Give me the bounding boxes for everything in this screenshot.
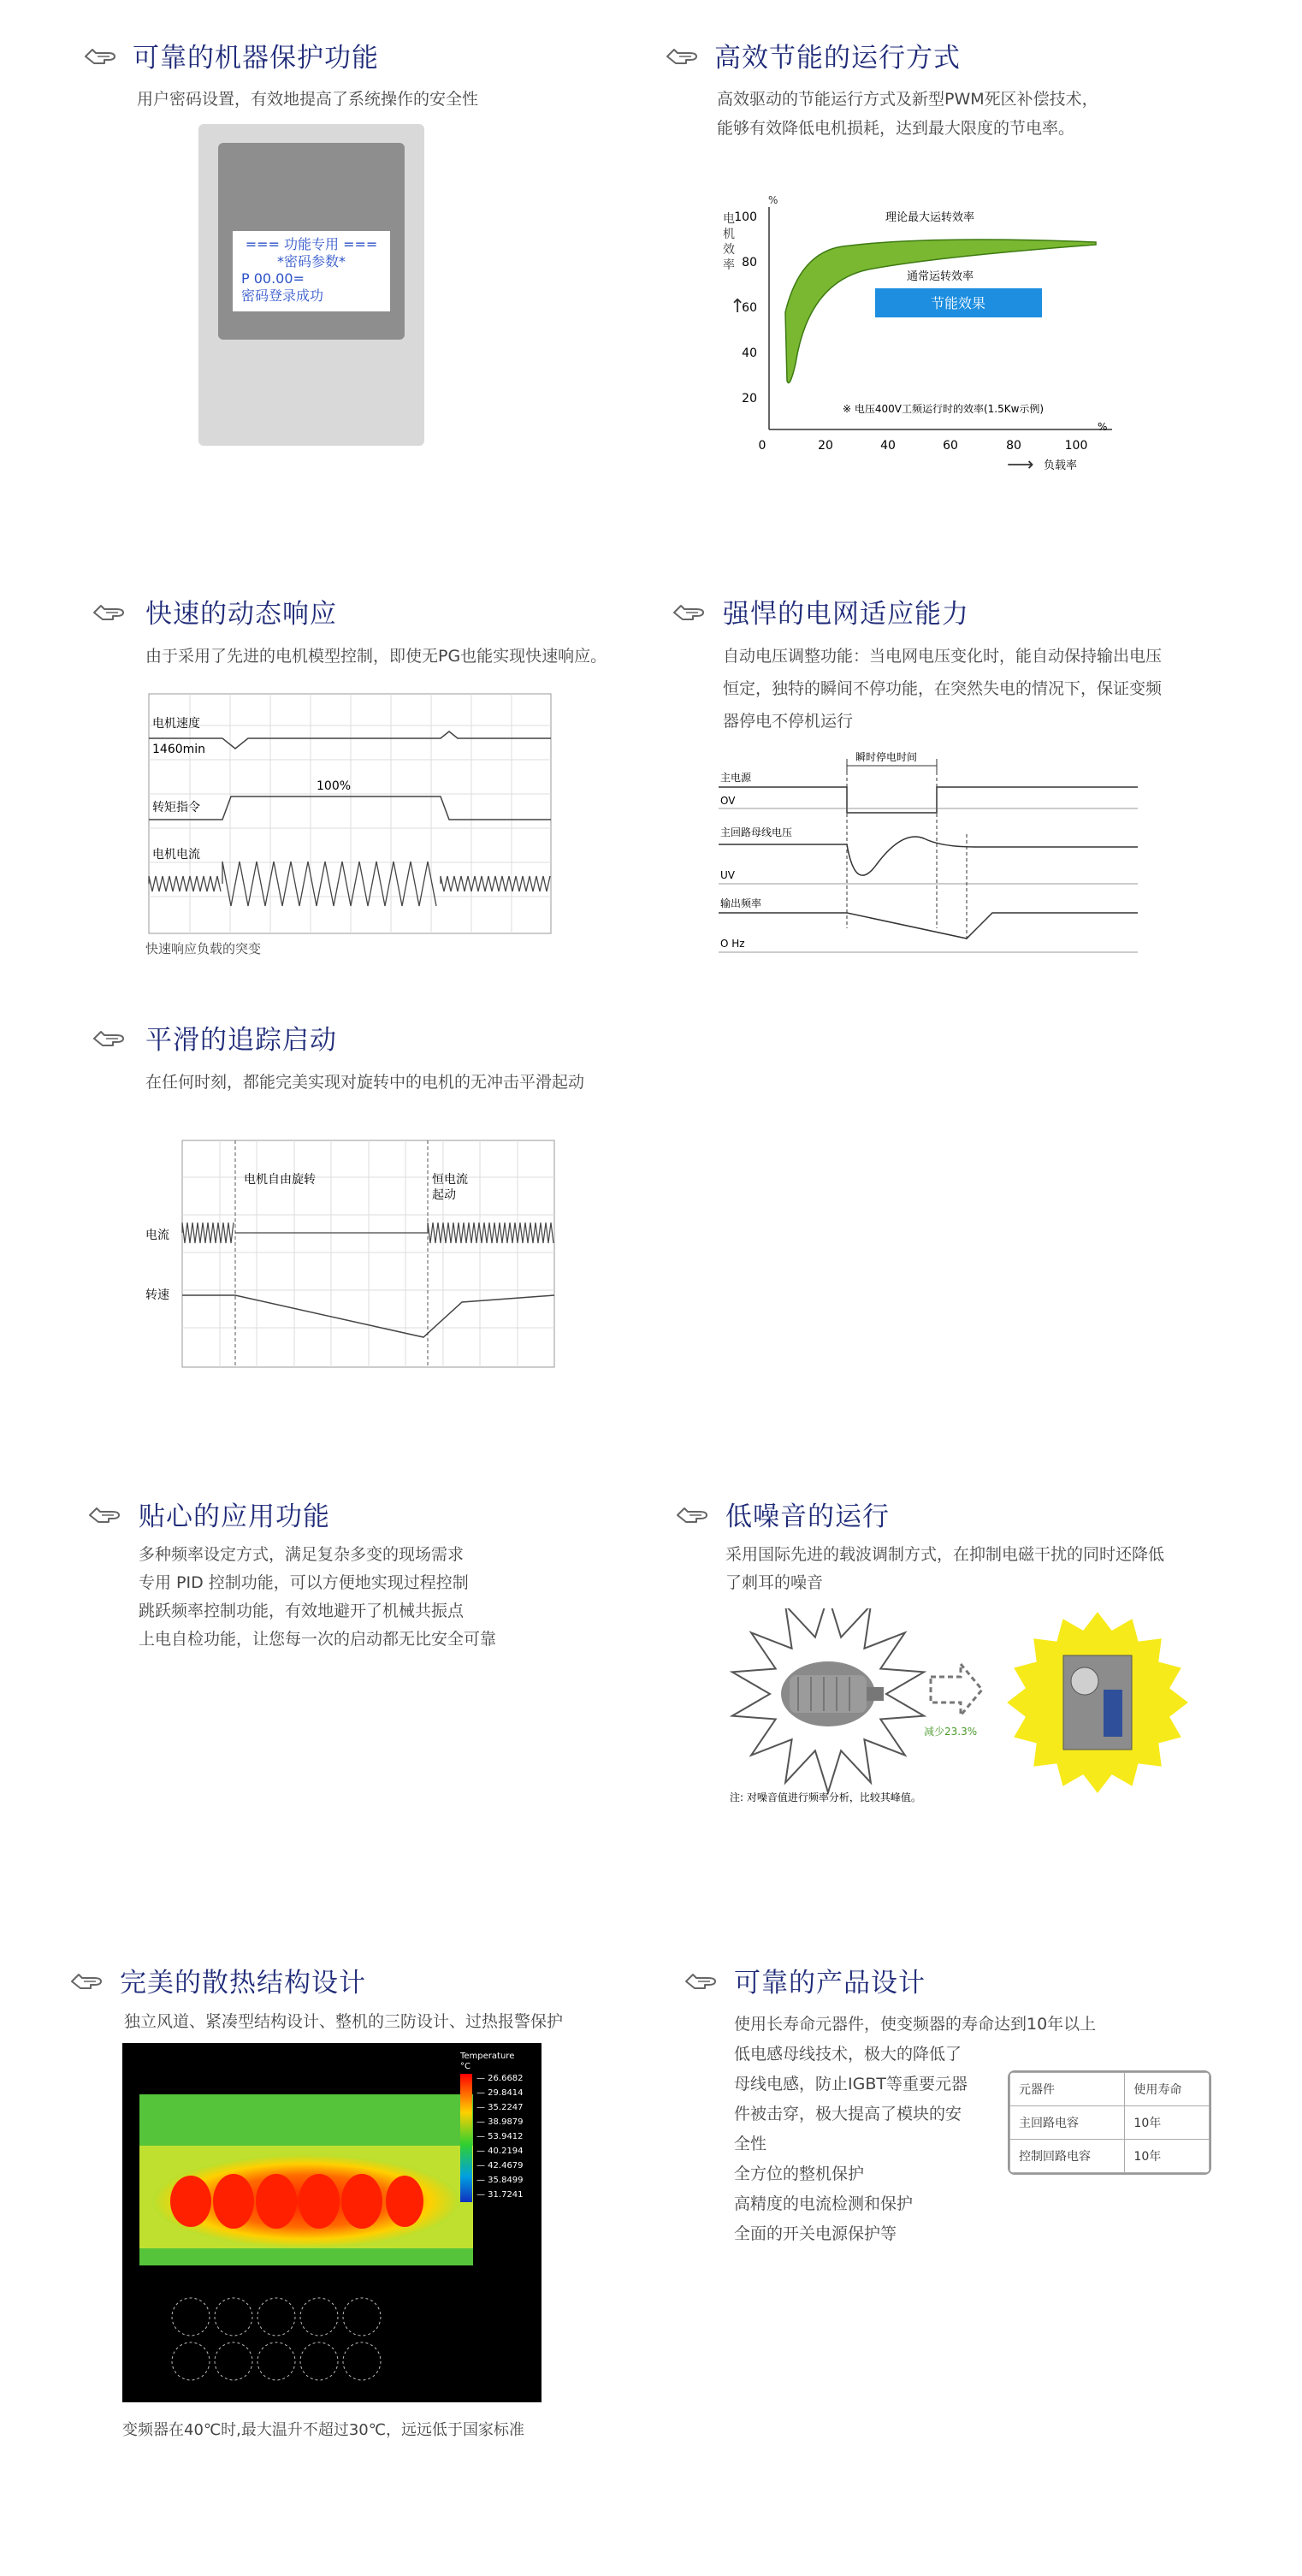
section-desc-line: 能够有效降低电机损耗，达到最大限度的节电率。 xyxy=(717,119,1075,138)
x-tick: 80 xyxy=(1006,439,1021,453)
lcd-line: P 00.00= xyxy=(241,270,305,287)
legend-value: — 31.7241 xyxy=(476,2190,524,2200)
section-desc-line: 自动电压调整功能：当电网电压变化时，能自动保持输出电压 xyxy=(723,647,1163,666)
lcd-line: *密码参数* xyxy=(276,253,346,269)
legend-values xyxy=(476,2074,524,2200)
outage-label: 瞬时停电时间 xyxy=(855,751,918,763)
section-desc: 用户密码设置，有效地提高了系统操作的安全性 xyxy=(137,90,479,109)
rpm-label: 1460min xyxy=(152,743,206,756)
legend-value: — 40.2194 xyxy=(476,2147,524,2156)
x-tick: 40 xyxy=(880,439,896,453)
feature-line: 件被击穿，极大提高了模块的安 xyxy=(734,2105,962,2123)
speed-label: 转速 xyxy=(145,1288,169,1302)
feature-line: 跳跃频率控制功能，有效地避开了机械共振点 xyxy=(139,1602,465,1620)
chart-note: ※ 电压400V工频运行时的效率(1.5Kw示例) xyxy=(843,403,1045,415)
table-cell: 主回路电容 xyxy=(1010,2106,1125,2140)
main-power-label: 主电源 xyxy=(720,772,752,784)
y-tick: 40 xyxy=(742,346,757,360)
noise-comparison-figure xyxy=(725,1608,1204,1814)
pointing-hand-icon xyxy=(672,601,707,623)
lcd-line: 密码登录成功 xyxy=(241,287,324,304)
legend-value: — 35.2247 xyxy=(476,2103,524,2112)
legend-title: Temperature xyxy=(460,2052,515,2061)
temperature-scale xyxy=(460,2074,472,2202)
legend-value: — 38.9879 xyxy=(476,2117,524,2127)
x-tick: 60 xyxy=(943,439,958,453)
thermal-image xyxy=(122,2043,542,2402)
curve-bottom-label: 通常运转效率 xyxy=(907,270,974,283)
section-desc-line: 恒定，独特的瞬间不停功能，在突然失电的情况下，保证变频 xyxy=(723,679,1163,698)
start-label-2: 起动 xyxy=(432,1188,456,1202)
table-row xyxy=(1010,2106,1210,2140)
feature-line: 上电自检功能，让您每一次的启动都无比安全可靠 xyxy=(139,1630,497,1649)
bus-voltage-label: 主回路母线电压 xyxy=(720,826,793,838)
efficiency-chart xyxy=(714,188,1125,483)
pointing-hand-icon xyxy=(88,1503,122,1525)
feature-line: 低电感母线技术，极大的降低了 xyxy=(734,2045,962,2064)
table-row xyxy=(1010,2140,1210,2173)
x-tick: 0 xyxy=(758,439,766,453)
feature-line: 全性 xyxy=(734,2135,767,2153)
uv-label: UV xyxy=(720,869,735,881)
output-freq-label: 输出频率 xyxy=(720,897,762,909)
speed-label: 电机速度 xyxy=(152,717,200,731)
section-title: 平滑的追踪启动 xyxy=(145,1025,337,1056)
section-title: 快速的动态响应 xyxy=(145,599,337,630)
arrow-right-icon xyxy=(931,1664,982,1715)
torque-pct-label: 100% xyxy=(317,779,352,793)
section-desc-line: 了刺耳的噪音 xyxy=(725,1573,824,1592)
feature-line: 全方位的整机保护 xyxy=(734,2164,865,2183)
figure-caption: 变频器在40℃时,最大温升不超过30℃，远远低于国家标准 xyxy=(122,2421,524,2439)
x-tick: 20 xyxy=(818,439,833,453)
up-arrow-icon: ↑ xyxy=(730,296,746,317)
pointing-hand-icon xyxy=(92,601,127,623)
x-unit: % xyxy=(1098,421,1108,433)
pointing-hand-icon xyxy=(676,1503,710,1525)
curve-top-label: 理论最大运转效率 xyxy=(885,211,975,224)
y-tick: 100 xyxy=(734,210,757,224)
pointing-hand-icon xyxy=(70,1969,104,1992)
legend-value: — 42.4679 xyxy=(476,2161,524,2170)
section-desc-line: 高效驱动的节能运行方式及新型PWM死区补偿技术， xyxy=(717,90,1098,109)
x-axis-label: 负载率 xyxy=(1044,459,1078,472)
feature-line: 专用 PID 控制功能，可以方便地实现过程控制 xyxy=(139,1573,469,1592)
figure-caption: 快速响应负载的突变 xyxy=(145,941,262,956)
pointing-hand-icon xyxy=(84,44,118,67)
lcd-line: === 功能专用 === xyxy=(245,236,378,252)
table-header: 元器件 xyxy=(1010,2073,1125,2106)
section-desc: 独立风道、紧凑型结构设计、整机的三防设计、过热报警保护 xyxy=(124,2012,564,2031)
section-title: 高效节能的运行方式 xyxy=(714,43,961,74)
pointing-hand-icon xyxy=(684,1969,719,1992)
y-tick: 80 xyxy=(742,256,757,269)
table-row xyxy=(1010,2073,1210,2106)
feature-line: 母线电感，防止IGBT等重要元器 xyxy=(734,2075,968,2093)
y-tick: 20 xyxy=(742,392,757,406)
reduction-label: 减少23.3% xyxy=(924,1726,978,1738)
lcd-display xyxy=(233,231,390,311)
noise-note: 注: 对噪音值进行频率分析，比较其峰值。 xyxy=(730,1791,921,1803)
section-desc-line: 采用国际先进的载波调制方式，在抑制电磁干扰的同时还降低 xyxy=(725,1545,1165,1564)
tracking-start-waveform xyxy=(141,1136,560,1376)
x-tick: 100 xyxy=(1064,439,1088,453)
lifespan-table xyxy=(1008,2070,1211,2175)
feature-line: 高精度的电流检测和保护 xyxy=(734,2194,914,2213)
table-cell: 10年 xyxy=(1125,2140,1210,2173)
current-label: 电流 xyxy=(145,1229,169,1242)
section-title: 可靠的产品设计 xyxy=(734,1968,926,1999)
y-unit: % xyxy=(768,194,778,206)
legend-value: — 53.9412 xyxy=(476,2132,524,2141)
feature-line: 多种频率设定方式，满足复杂多变的现场需求 xyxy=(139,1545,465,1564)
pointing-hand-icon xyxy=(92,1027,127,1049)
pointing-hand-icon xyxy=(666,44,700,67)
feature-line: 全面的开关电源保护等 xyxy=(734,2224,897,2243)
section-desc: 在任何时刻，都能完美实现对旋转中的电机的无冲击平滑起动 xyxy=(145,1073,585,1092)
legend-value: — 26.6682 xyxy=(476,2074,524,2083)
start-label-1: 恒电流 xyxy=(432,1173,468,1187)
y-tick: 60 xyxy=(742,301,757,315)
section-title: 强悍的电网适应能力 xyxy=(723,599,969,630)
section-title: 贴心的应用功能 xyxy=(139,1501,330,1532)
section-title: 可靠的机器保护功能 xyxy=(133,43,379,74)
section-title: 完美的散热结构设计 xyxy=(120,1968,366,1999)
section-desc: 由于采用了先进的电机模型控制，即使无PG也能实现快速响应。 xyxy=(145,647,607,666)
bus-voltage-trace xyxy=(719,837,1138,875)
y-axis-label-3: 效 xyxy=(723,243,735,257)
section-title: 低噪音的运行 xyxy=(725,1501,890,1532)
table-cell: 控制回路电容 xyxy=(1010,2140,1125,2173)
feature-line: 使用长寿命元器件，使变频器的寿命达到10年以上 xyxy=(734,2015,1097,2034)
output-freq-trace xyxy=(719,913,1138,939)
table-header: 使用寿命 xyxy=(1125,2073,1210,2106)
grid-frame xyxy=(149,694,551,933)
y-axis-label-1: 电 xyxy=(723,212,735,226)
legend-value: — 29.8414 xyxy=(476,2088,524,2098)
torque-label: 转矩指令 xyxy=(152,801,200,814)
table-cell: 10年 xyxy=(1125,2106,1210,2140)
current-label: 电机电流 xyxy=(152,848,200,862)
y-axis-label-2: 机 xyxy=(723,228,735,241)
savings-box-label: 节能效果 xyxy=(930,295,986,311)
free-rotation-label: 电机自由旋转 xyxy=(244,1173,316,1187)
power-loss-waveform xyxy=(719,749,1146,971)
legend-unit: °C xyxy=(460,2062,470,2071)
y-axis-label-4: 率 xyxy=(723,258,735,272)
section-desc-line: 器停电不停机运行 xyxy=(723,712,854,731)
zero-hz-label: O Hz xyxy=(720,938,745,950)
legend-value: — 35.8499 xyxy=(476,2176,524,2185)
right-arrow-icon: ⟶ xyxy=(1007,454,1034,476)
ov-label: OV xyxy=(720,795,736,807)
response-waveform xyxy=(145,691,556,948)
